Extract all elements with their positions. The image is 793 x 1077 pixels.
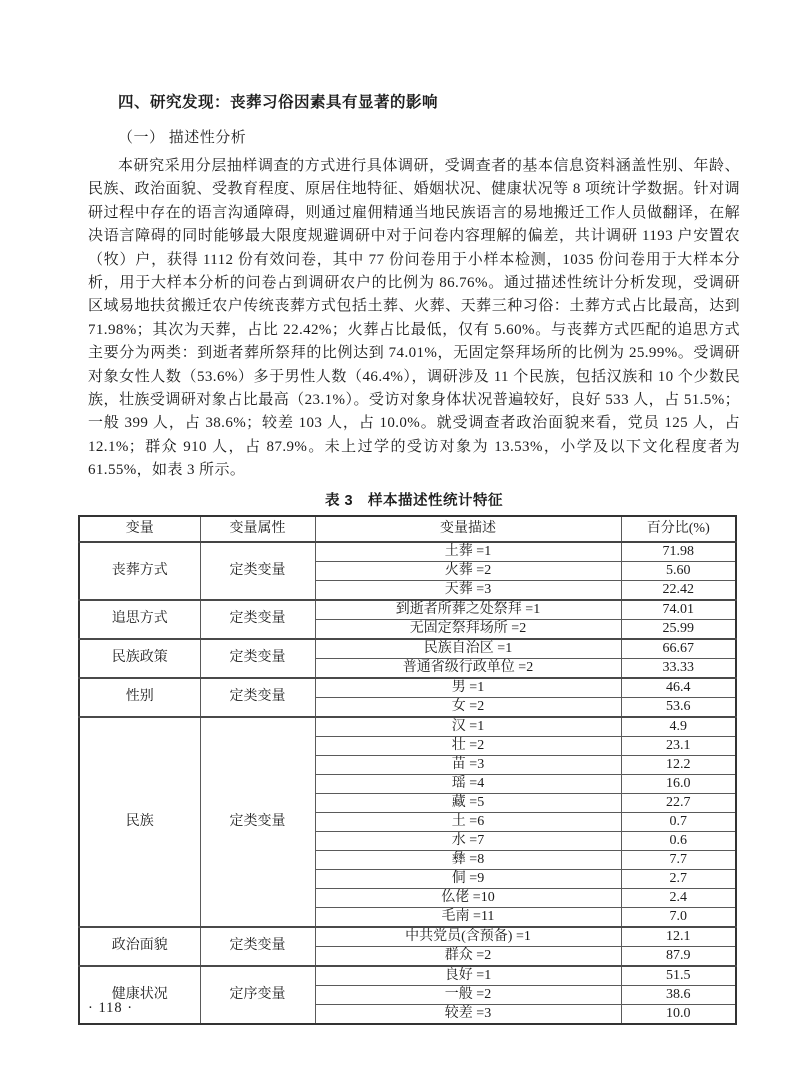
percent-cell: 7.0 [621,907,736,927]
table-row [79,678,736,698]
percent-cell: 22.7 [621,793,736,812]
variable-cell: 健康状况 [79,966,200,1024]
percent-cell: 66.67 [621,639,736,659]
table-caption: 表 3 样本描述性统计特征 [324,492,504,509]
desc-cell: 藏 =5 [315,793,621,812]
desc-cell: 水 =7 [315,831,621,850]
desc-cell: 土葬 =1 [315,542,621,562]
percent-cell: 16.0 [621,774,736,793]
percent-cell: 0.7 [621,812,736,831]
percent-cell: 87.9 [621,946,736,966]
body-paragraph: 本研究采用分层抽样调查的方式进行具体调研，受调查者的基本信息资料涵盖性别、年龄、民族、政治面貌、受教育程度、原居住地特征、婚姻状况、健康状况等 8 项统计学数据。针对调研过程中存在的语言沟通障碍，则通过雇佣精通当地民族语言的易地搬迁工作人员做翻译，在解决语言障碍的同时能够最大限度规避调研中对于问卷内容理解的偏差，共计调研 1193 户安置农（牧）户，获得 1112 份有效问卷，其中 77 份问卷用于小样本检测，1035 份问卷用于大样本分析，用于大样本分析的问卷占到调研农户的比例为 86.76%。通过描述性统计分析发现，受调研区域易地扶贫搬迁农户传统丧葬方式包括土葬、火葬、天葬三种习俗：土葬方式占比最高，达到 71.98%；其次为天葬，占比 22.42%；火葬占比最低，仅有 5.60%。与丧葬方式匹配的追思方式主要分为两类：到逝者葬所祭拜的比例达到 74.01%，无固定祭拜场所的比例为 25.99%。受调研对象女性人数（53.6%）多于男性人数（46.4%），调研涉及 11 个民族，包括汉族和 10 个少数民族，壮族受调研对象占比最高（23.1%）。受访对象身体状况普遍较好，良好 533 人，占 51.5%；一般 399 人，占 38.6%；较差 103 人，占 10.0%。就受调查者政治面貌来看，党员 125 人，占 12.1%；群众 910 人，占 87.9%。未上过学的受访对象为 13.53%，小学及以下文化程度者为 61.55%，如表 3 所示。 [88,158,740,479]
percent-cell: 12.1 [621,927,736,947]
table-row [79,639,736,659]
percent-cell: 53.6 [621,697,736,717]
desc-cell: 火葬 =2 [315,561,621,580]
table-row [79,927,736,947]
col-header-percent: 百分比(%) [621,516,736,542]
percent-cell: 71.98 [621,542,736,562]
table-row [79,717,736,737]
percent-cell: 74.01 [621,600,736,620]
attribute-cell: 定类变量 [200,542,315,600]
percent-cell: 25.99 [621,619,736,639]
percent-cell: 5.60 [621,561,736,580]
desc-cell: 女 =2 [315,697,621,717]
desc-cell: 汉 =1 [315,717,621,737]
desc-cell: 苗 =3 [315,755,621,774]
desc-cell: 仫佬 =10 [315,888,621,907]
percent-cell: 33.33 [621,658,736,678]
desc-cell: 毛南 =11 [315,907,621,927]
percent-cell: 0.6 [621,831,736,850]
table-body [79,542,736,1024]
desc-cell: 民族自治区 =1 [315,639,621,659]
percent-cell: 22.42 [621,580,736,600]
desc-cell: 彝 =8 [315,850,621,869]
col-header-attribute: 变量属性 [200,516,315,542]
percent-cell: 4.9 [621,717,736,737]
percent-cell: 46.4 [621,678,736,698]
attribute-cell: 定序变量 [200,966,315,1024]
variable-cell: 性别 [79,678,200,717]
desc-cell: 土 =6 [315,812,621,831]
attribute-cell: 定类变量 [200,717,315,927]
table-row [79,542,736,562]
desc-cell: 天葬 =3 [315,580,621,600]
stats-table [78,515,737,1025]
desc-cell: 群众 =2 [315,946,621,966]
variable-cell: 民族 [79,717,200,927]
percent-cell: 2.7 [621,869,736,888]
desc-cell: 中共党员(含预备) =1 [315,927,621,947]
section-heading: 四、研究发现：丧葬习俗因素具有显著的影响 [118,94,439,111]
variable-cell: 丧葬方式 [79,542,200,600]
variable-cell: 民族政策 [79,639,200,678]
desc-cell: 普通省级行政单位 =2 [315,658,621,678]
percent-cell: 10.0 [621,1004,736,1024]
desc-cell: 瑶 =4 [315,774,621,793]
subsection-heading: （一） 描述性分析 [118,130,247,146]
desc-cell: 较差 =3 [315,1004,621,1024]
desc-cell: 侗 =9 [315,869,621,888]
attribute-cell: 定类变量 [200,678,315,717]
desc-cell: 男 =1 [315,678,621,698]
percent-cell: 23.1 [621,736,736,755]
desc-cell: 一般 =2 [315,985,621,1004]
desc-cell: 良好 =1 [315,966,621,986]
attribute-cell: 定类变量 [200,600,315,639]
percent-cell: 38.6 [621,985,736,1004]
col-header-variable: 变量 [79,516,200,542]
attribute-cell: 定类变量 [200,927,315,966]
attribute-cell: 定类变量 [200,639,315,678]
percent-cell: 12.2 [621,755,736,774]
desc-cell: 到逝者所葬之处祭拜 =1 [315,600,621,620]
desc-cell: 壮 =2 [315,736,621,755]
col-header-description: 变量描述 [315,516,621,542]
percent-cell: 51.5 [621,966,736,986]
percent-cell: 7.7 [621,850,736,869]
percent-cell: 2.4 [621,888,736,907]
variable-cell: 政治面貌 [79,927,200,966]
desc-cell: 无固定祭拜场所 =2 [315,619,621,639]
table-header-row [79,516,736,542]
table-row [79,600,736,620]
page-number: · 118 · [88,1000,134,1016]
variable-cell: 追思方式 [79,600,200,639]
table-row [79,966,736,986]
